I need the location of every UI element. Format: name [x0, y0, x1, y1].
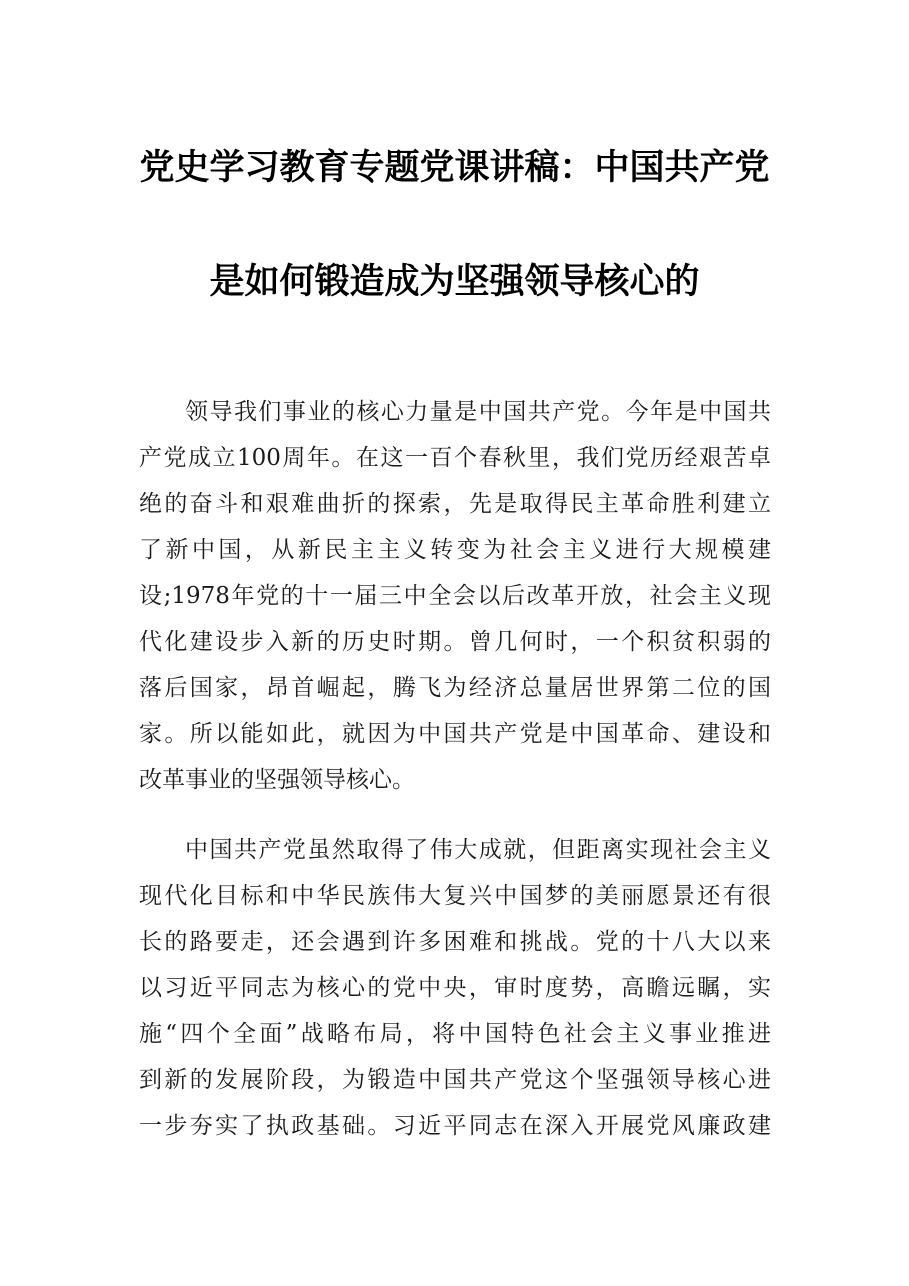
paragraph-line: 长的路要走，还会遇到许多困难和挑战。党的十八大以来: [139, 929, 771, 955]
paragraph-line: 到新的发展阶段，为锻造中国共产党这个坚强领导核心进: [139, 1067, 771, 1093]
paragraph-line: 落后国家，昂首崛起，腾飞为经济总量居世界第二位的国: [139, 675, 771, 701]
paragraph-2: [139, 827, 771, 1149]
document-title-line-1: 党史学习教育专题党课讲稿：中国共产党: [139, 147, 770, 188]
paragraph-line: 设;1978年党的十一届三中全会以后改革开放，社会主义现: [139, 583, 771, 609]
document-title-line-2: 是如何锻造成为坚强领导核心的: [209, 261, 700, 302]
paragraph-line: 一步夯实了执政基础。习近平同志在深入开展党风廉政建: [139, 1113, 771, 1139]
paragraph-1: [139, 389, 771, 803]
paragraph-line: 现代化目标和中华民族伟大复兴中国梦的美丽愿景还有很: [139, 883, 771, 909]
paragraph-line: 产党成立100周年。在这一百个春秋里，我们党历经艰苦卓: [139, 445, 771, 471]
paragraph-line: 改革事业的坚强领导核心。: [139, 767, 415, 793]
paragraph-line: 领导我们事业的核心力量是中国共产党。今年是中国共: [185, 399, 771, 425]
paragraph-line: 代化建设步入新的历史时期。曾几何时，一个积贫积弱的: [139, 629, 771, 655]
paragraph-line: 以习近平同志为核心的党中央，审时度势，高瞻远瞩，实: [139, 975, 771, 1001]
paragraph-line: 了新中国，从新民主主义转变为社会主义进行大规模建: [139, 537, 771, 563]
paragraph-line: 中国共产党虽然取得了伟大成就，但距离实现社会主义: [185, 837, 771, 863]
paragraph-line: 家。所以能如此，就因为中国共产党是中国革命、建设和: [139, 721, 771, 747]
paragraph-line: 施“四个全面”战略布局，将中国特色社会主义事业推进: [139, 1021, 771, 1047]
paragraph-line: 绝的奋斗和艰难曲折的探索，先是取得民主革命胜利建立: [139, 491, 771, 517]
